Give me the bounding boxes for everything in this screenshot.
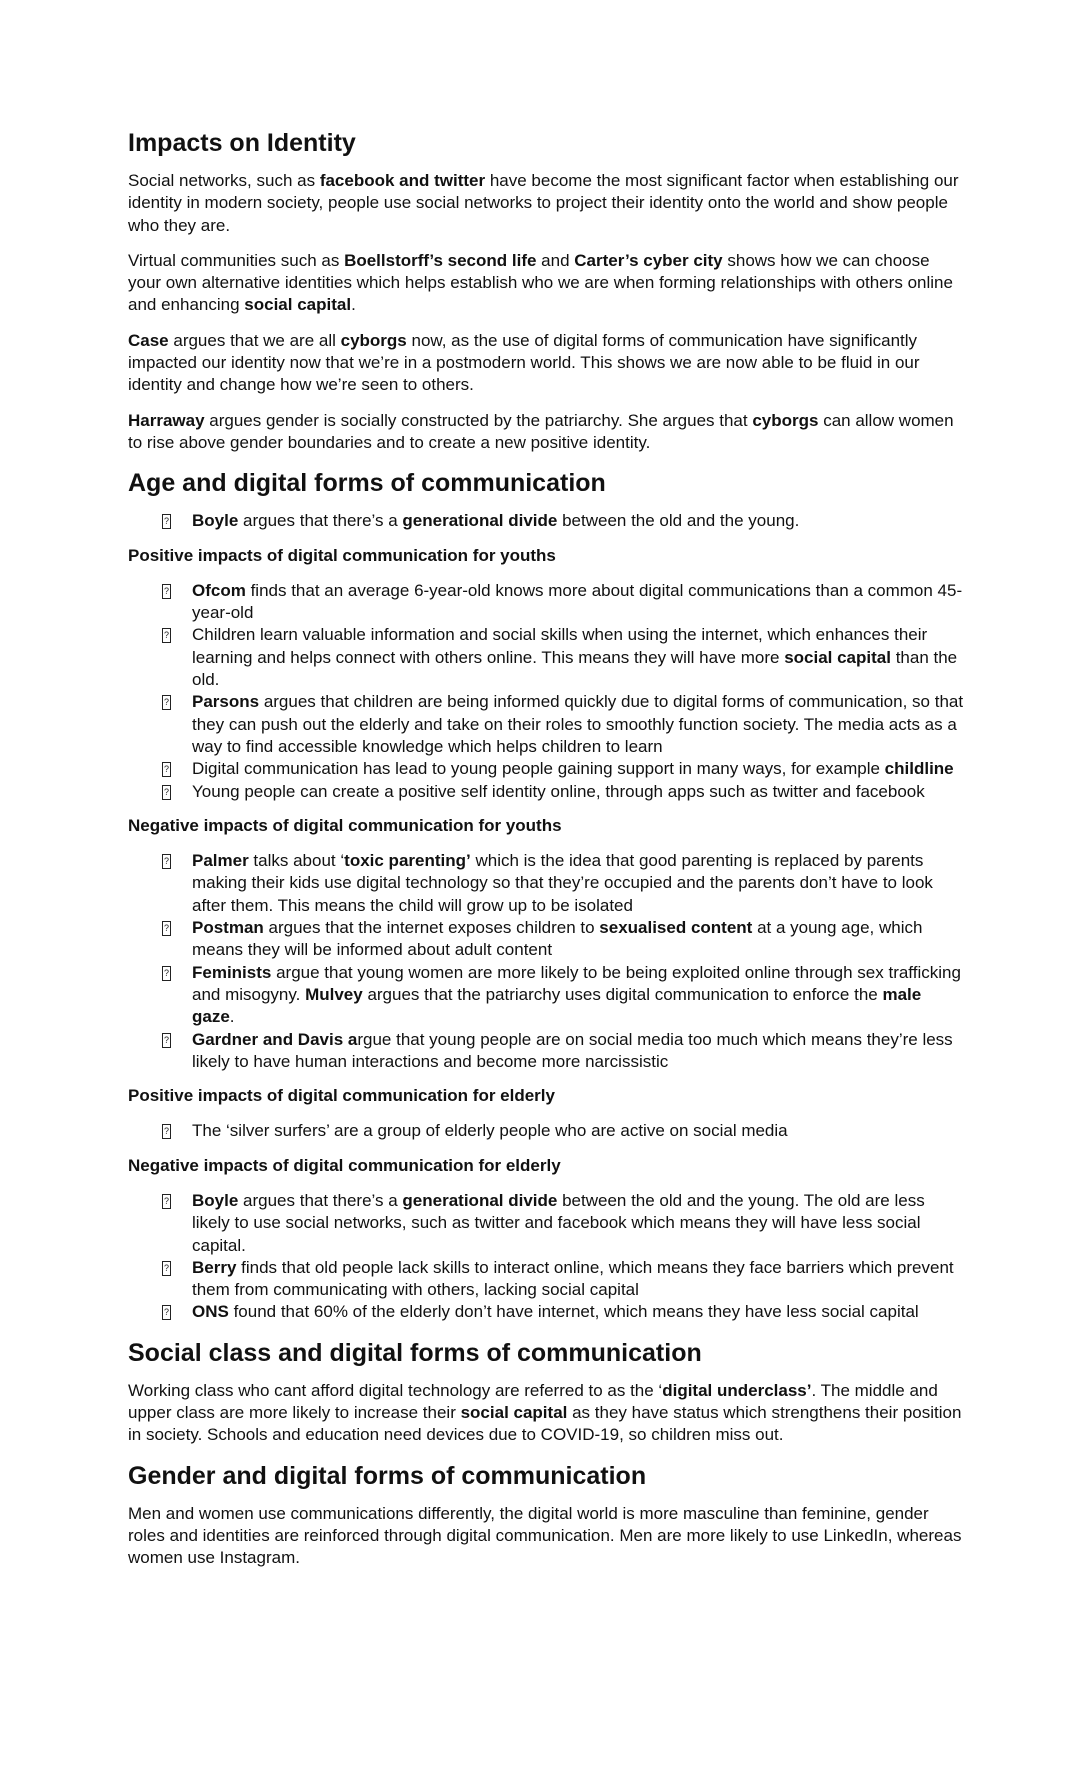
list-item	[163, 1190, 964, 1257]
bold-text: toxic parenting’	[344, 851, 471, 871]
list-item	[163, 580, 964, 625]
missing-glyph-bullet-icon: ?	[162, 966, 171, 981]
text-run: argues that we are all	[168, 330, 341, 350]
document-page	[128, 128, 964, 1583]
text-run: and	[536, 250, 575, 270]
list-item	[163, 962, 964, 1029]
list-item	[163, 1120, 964, 1142]
list-item	[163, 510, 964, 532]
bold-text: generational divide	[402, 1190, 558, 1210]
bold-text: social capital	[244, 295, 352, 315]
text-run: Children learn valuable information and social skills when using the internet, which enhances their learning and helps connect with others online. This means they will have more	[192, 625, 928, 667]
list-item	[163, 1029, 964, 1074]
text-run: .	[351, 295, 356, 315]
paragraph	[128, 410, 964, 455]
subheading: Positive impacts of digital communication for youths	[128, 545, 556, 565]
text-run: Social networks, such as	[128, 171, 320, 190]
text-run: Working class who cant afford digital technology are referred to as the ‘	[128, 1380, 663, 1400]
text-run: which is the idea that good parenting is replaced by parents making their kids use digital technology so that they’re occupied and the parents don’t have to look after them. This means the child will grow up to be isolated	[192, 851, 933, 915]
bold-text: Boyle	[192, 511, 239, 531]
subheading: Positive impacts of digital communication for elderly	[128, 1086, 555, 1106]
missing-glyph-bullet-icon: ?	[162, 762, 171, 777]
bold-text: Mulvey	[305, 984, 363, 1004]
missing-glyph-bullet-icon: ?	[162, 921, 171, 936]
text-run: shows how we can choose your own alternative identities which helps establish who we are when forming relationships with others online and enhancing	[128, 250, 953, 315]
section-heading: Impacts on Identity	[128, 129, 356, 157]
bullet-list	[128, 510, 964, 532]
list-item	[163, 781, 964, 803]
text-run: now, as the use of digital forms of communication have significantly impacted our identity now that we’re in a postmodern world. This shows we are now able to be fluid in our identity and change how we’re seen to others.	[128, 330, 920, 395]
text-run: found that 60% of the elderly don’t have internet, which means they have less social capital	[228, 1302, 919, 1322]
missing-glyph-bullet-icon: ?	[162, 628, 171, 643]
list-item	[163, 691, 964, 758]
bold-text: male gaze	[192, 984, 922, 1027]
text-run: have become the most significant factor when establishing our identity in modern society, people use social networks to project their identity onto the world and show people who they are.	[128, 171, 959, 235]
text-run: The ‘silver surfers’ are a group of elderly people who are active on social media	[192, 1121, 788, 1141]
bold-text: Case	[128, 330, 169, 350]
text-run: Men and women use communications differently, the digital world is more masculine than feminine, gender roles and identities are reinforced through digital communication. Men are more likely to use LinkedIn, whereas women use Instagram.	[128, 1503, 962, 1568]
bold-text: generational divide	[402, 511, 558, 531]
missing-glyph-bullet-icon: ?	[162, 514, 171, 529]
text-run: Digital communication has lead to young people gaining support in many ways, for example	[192, 759, 885, 779]
missing-glyph-bullet-icon: ?	[162, 1124, 171, 1139]
bold-text: social capital	[784, 647, 891, 667]
bold-text: cyborgs	[752, 410, 819, 430]
bold-text: Boyle	[192, 1190, 239, 1210]
paragraph	[128, 250, 964, 317]
text-run: argues that there’s a	[238, 511, 403, 531]
missing-glyph-bullet-icon: ?	[162, 1194, 171, 1209]
text-run: between the old and the young.	[557, 511, 800, 531]
bullet-list	[128, 1120, 964, 1142]
bold-text: digital underclass’	[662, 1380, 812, 1400]
section-heading: Gender and digital forms of communication	[128, 1461, 647, 1490]
bold-text: childline	[884, 759, 954, 779]
text-run: . The middle and upper class are more likely to increase their	[128, 1380, 938, 1423]
list-item	[163, 850, 964, 917]
text-run: rgue that young people are on social media too much which means they’re less likely to have human interactions and become more narcissistic	[192, 1029, 953, 1071]
paragraph	[128, 330, 964, 397]
text-run: argue that young women are more likely to be being exploited online through sex trafficking and misogyny.	[192, 962, 961, 1004]
bold-text: Boellstorff’s second life	[344, 250, 537, 270]
text-run: argues that children are being informed quickly due to digital forms of communication, so that they can push out the elderly and take on their roles to smoothly function society. The media acts as a way to find accessible knowledge which helps children to learn	[192, 692, 964, 756]
bold-text: social capital	[460, 1403, 568, 1423]
text-run: between the old and the young. The old are less likely to use social networks, such as twitter and facebook which means they will have less social capital.	[192, 1190, 925, 1255]
bullet-list	[128, 850, 964, 1073]
section-heading: Social class and digital forms of communication	[128, 1338, 702, 1367]
bold-text: cyborgs	[340, 330, 407, 350]
text-run: finds that an average 6-year-old knows more about digital communications than a common 45-year-old	[192, 580, 963, 623]
missing-glyph-bullet-icon: ?	[162, 1261, 171, 1276]
bold-text: Postman	[192, 918, 264, 938]
list-item	[163, 917, 964, 962]
bold-text: ONS	[192, 1302, 229, 1322]
subheading: Negative impacts of digital communication for elderly	[128, 1155, 561, 1175]
text-run: can allow women to rise above gender boundaries and to create a new positive identity.	[128, 410, 954, 452]
list-item	[163, 1301, 964, 1323]
text-run: than the old.	[192, 647, 958, 690]
paragraph	[128, 170, 964, 237]
subheading: Negative impacts of digital communication for youths	[128, 815, 562, 835]
text-run: finds that old people lack skills to interact online, which means they face barriers which prevent them from communicating with others, lacking social capital	[192, 1257, 954, 1300]
text-run: argues gender is socially constructed by the patriarchy. She argues that	[204, 410, 753, 430]
bold-text: Harraway	[128, 410, 205, 430]
missing-glyph-bullet-icon: ?	[162, 1305, 171, 1320]
bold-text: Parsons	[192, 692, 260, 712]
list-item	[163, 758, 964, 780]
section-heading: Age and digital forms of communication	[128, 469, 606, 498]
bold-text: Berry	[192, 1257, 237, 1277]
bullet-list	[128, 1190, 964, 1324]
list-item	[163, 624, 964, 691]
bold-text: Gardner and Davis a	[192, 1029, 358, 1049]
bold-text: Feminists	[192, 962, 272, 982]
text-run: Virtual communities such as	[128, 250, 345, 270]
missing-glyph-bullet-icon: ?	[162, 785, 171, 800]
missing-glyph-bullet-icon: ?	[162, 1033, 171, 1048]
text-run: Young people can create a positive self identity online, through apps such as twitter and facebook	[192, 781, 925, 801]
text-run: argues that the patriarchy uses digital communication to enforce the	[362, 984, 883, 1004]
bold-text: sexualised content	[599, 918, 753, 938]
text-run: argues that there’s a	[238, 1190, 403, 1210]
bold-text: Ofcom	[192, 580, 246, 600]
text-run: at a young age, which means they will be informed about adult content	[192, 918, 923, 960]
bold-text: facebook and twitter	[319, 171, 486, 190]
missing-glyph-bullet-icon: ?	[162, 695, 171, 710]
list-item	[163, 1257, 964, 1302]
text-run: .	[229, 1007, 235, 1027]
paragraph	[128, 1503, 964, 1570]
text-run: as they have status which strengthens their position in society. Schools and education need devices due to COVID-19, so children miss out.	[128, 1403, 962, 1445]
text-run: argues that the internet exposes children to	[263, 918, 600, 938]
missing-glyph-bullet-icon: ?	[162, 854, 171, 869]
paragraph	[128, 1380, 964, 1447]
bullet-list	[128, 580, 964, 803]
missing-glyph-bullet-icon: ?	[162, 584, 171, 599]
bold-text: Carter’s cyber city	[574, 250, 723, 270]
bold-text: Palmer	[192, 851, 249, 871]
text-run: talks about ‘	[248, 851, 345, 871]
